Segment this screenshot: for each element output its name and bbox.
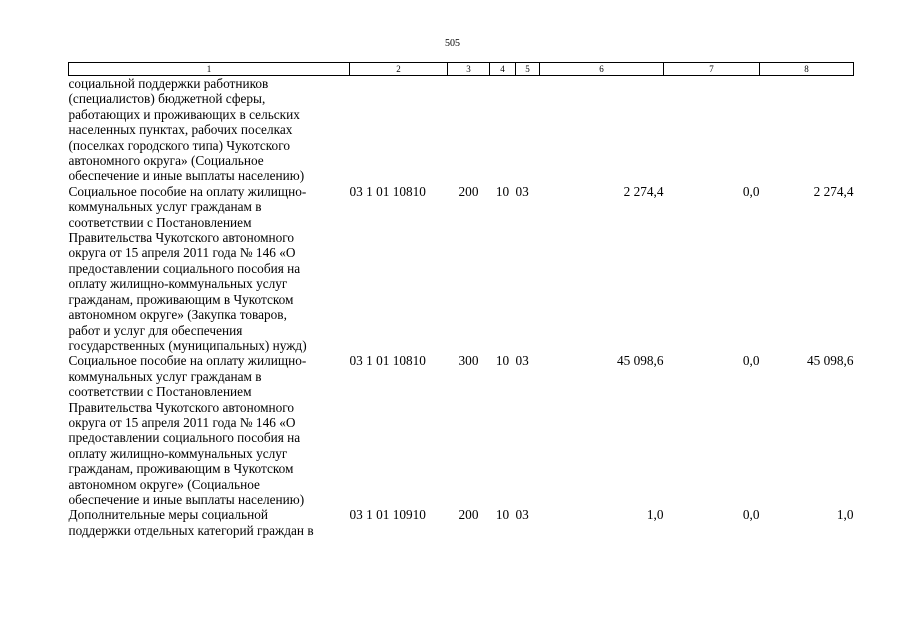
amount-col-6-cell: 2 274,4 — [623, 183, 664, 199]
description-line: округа от 15 апреля 2011 года № 146 «О — [68, 245, 296, 261]
target-code-cell: 03 1 01 10910 — [349, 507, 426, 523]
description-line: автономном округе» (Закупка товаров, — [68, 307, 287, 323]
amount-col-7-cell — [664, 76, 760, 184]
header-col-2: 2 — [350, 63, 448, 76]
header-col-3: 3 — [448, 63, 490, 76]
amount-col-7-cell: 0,0 — [742, 183, 760, 199]
subsection-cell: 03 — [515, 507, 529, 523]
subsection-cell: 03 — [515, 183, 529, 199]
description-line: соответствии с Постановлением — [68, 384, 252, 400]
expense-type-cell: 200 — [458, 183, 479, 199]
header-col-6: 6 — [540, 63, 664, 76]
description-line: оплату жилищно-коммунальных услуг — [68, 276, 288, 292]
table-row — [69, 76, 854, 184]
header-col-1: 1 — [69, 63, 350, 76]
amount-col-8-cell: 45 098,6 — [806, 353, 854, 369]
description-line: обеспечение и иные выплаты населению) — [68, 491, 305, 507]
description-line: населенных пунктах, рабочих поселках — [68, 122, 293, 138]
description-line: оплату жилищно-коммунальных услуг — [68, 445, 288, 461]
description-line: работающих и проживающих в сельских — [68, 106, 300, 122]
description-cell — [69, 184, 350, 353]
description-line: коммунальных услуг гражданам в — [68, 368, 262, 384]
description-line: гражданам, проживающим в Чукотском — [68, 461, 294, 477]
section-cell — [490, 76, 516, 184]
expense-type-cell — [448, 76, 490, 184]
table-row — [69, 353, 854, 507]
description-line: Дополнительные меры социальной — [68, 507, 268, 523]
header-row — [69, 63, 854, 76]
description-line: поддержки отдельных категорий граждан в — [68, 522, 314, 538]
description-cell — [69, 507, 350, 538]
amount-col-7-cell: 0,0 — [742, 353, 760, 369]
table-row — [69, 507, 854, 538]
description-line: (специалистов) бюджетной сферы, — [68, 91, 266, 107]
amount-col-8-cell: 1,0 — [836, 507, 854, 523]
amount-col-8-cell: 2 274,4 — [813, 183, 854, 199]
header-col-7: 7 — [664, 63, 760, 76]
expense-type-cell: 200 — [458, 507, 479, 523]
subsection-cell — [516, 76, 540, 184]
description-line: Правительства Чукотского автономного — [68, 399, 295, 415]
description-line: автономного округа» (Социальное — [68, 153, 264, 169]
description-line: работ и услуг для обеспечения — [68, 322, 243, 338]
expense-type-cell: 300 — [458, 353, 479, 369]
header-col-5: 5 — [516, 63, 540, 76]
description-line: коммунальных услуг гражданам в — [68, 199, 262, 215]
description-line: Правительства Чукотского автономного — [68, 230, 295, 246]
amount-col-6-cell: 1,0 — [646, 507, 664, 523]
target-code-cell: 03 1 01 10810 — [349, 353, 426, 369]
header-col-4: 4 — [490, 63, 516, 76]
amount-col-7-cell: 0,0 — [742, 507, 760, 523]
budget-table — [68, 62, 854, 538]
amount-col-8-cell — [760, 76, 854, 184]
description-cell — [69, 76, 350, 184]
section-cell: 10 — [495, 183, 510, 199]
description-line: обеспечение и иные выплаты населению) — [68, 168, 305, 184]
description-line: Социальное пособие на оплату жилищно- — [68, 183, 307, 199]
amount-col-6-cell: 45 098,6 — [616, 353, 664, 369]
description-line: предоставлении социального пособия на — [68, 260, 301, 276]
target-code-cell — [350, 76, 448, 184]
subsection-cell: 03 — [515, 353, 529, 369]
description-cell — [69, 353, 350, 507]
description-line: социальной поддержки работников — [68, 76, 269, 91]
description-line: Социальное пособие на оплату жилищно- — [68, 353, 307, 369]
description-line: государственных (муниципальных) нужд) — [68, 337, 307, 353]
description-line: автономном округе» (Социальное — [68, 476, 260, 492]
description-line: гражданам, проживающим в Чукотском — [68, 291, 294, 307]
amount-col-6-cell — [540, 76, 664, 184]
section-cell: 10 — [495, 507, 510, 523]
page-number: 505 — [445, 38, 460, 49]
description-line: округа от 15 апреля 2011 года № 146 «О — [68, 414, 296, 430]
table-row — [69, 184, 854, 353]
description-line: соответствии с Постановлением — [68, 214, 252, 230]
section-cell: 10 — [495, 353, 510, 369]
description-line: (поселках городского типа) Чукотского — [68, 137, 290, 153]
header-col-8: 8 — [760, 63, 854, 76]
target-code-cell: 03 1 01 10810 — [349, 183, 426, 199]
description-line: предоставлении социального пособия на — [68, 430, 301, 446]
